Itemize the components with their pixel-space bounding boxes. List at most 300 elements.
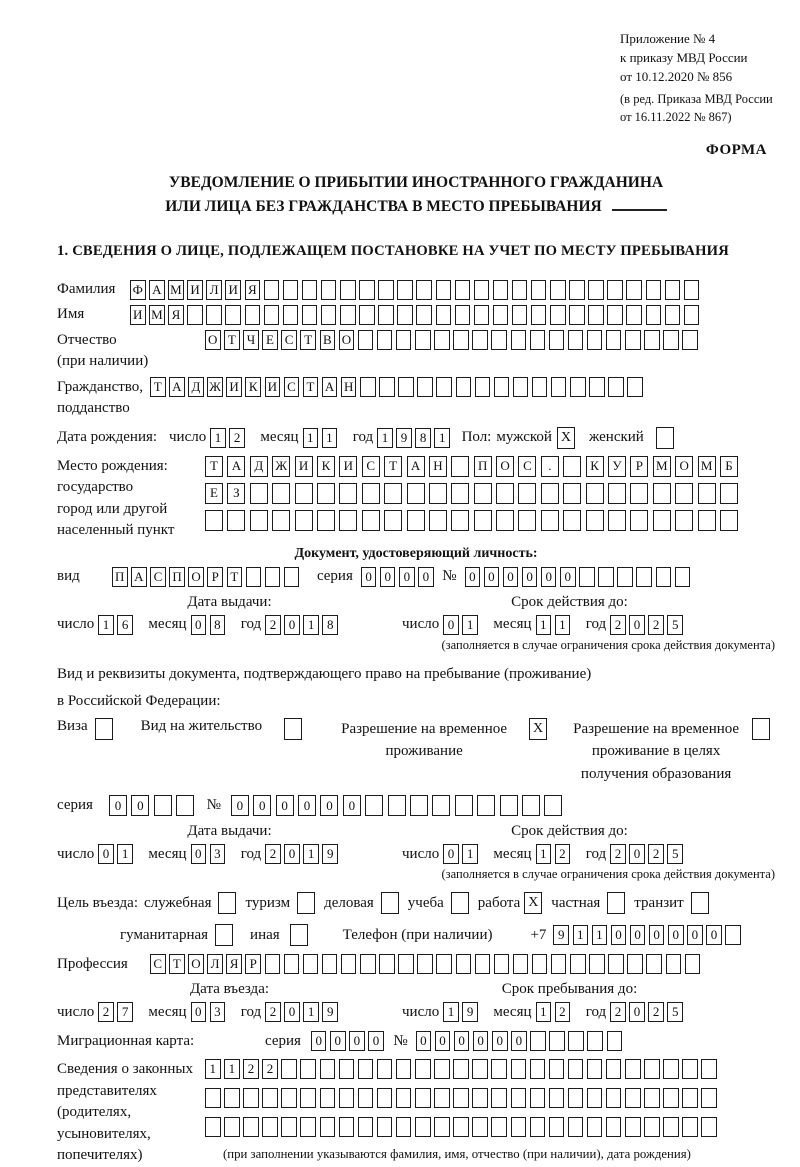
char-cell[interactable]: Е	[262, 330, 278, 350]
char-cell[interactable]: Н	[341, 377, 357, 397]
char-cell[interactable]	[377, 1117, 393, 1137]
char-cell[interactable]	[455, 305, 471, 325]
char-cell[interactable]	[493, 305, 509, 325]
char-cell[interactable]	[587, 1059, 603, 1079]
char-cell[interactable]	[682, 1088, 698, 1108]
checkbox-transit[interactable]	[691, 892, 709, 914]
char-cell[interactable]	[627, 954, 643, 974]
char-cell[interactable]	[340, 280, 356, 300]
char-cell[interactable]: 1	[434, 428, 450, 448]
char-cell[interactable]	[360, 377, 376, 397]
char-cell[interactable]	[549, 1117, 565, 1137]
char-cell[interactable]: Т	[227, 567, 243, 587]
char-cell[interactable]	[532, 377, 548, 397]
char-cell[interactable]: 0	[284, 615, 300, 635]
char-cell[interactable]: 0	[253, 795, 271, 816]
char-cell[interactable]: 1	[555, 615, 571, 635]
char-cell[interactable]: 1	[462, 615, 478, 635]
char-cell[interactable]: С	[362, 456, 380, 477]
char-cell[interactable]: В	[320, 330, 336, 350]
char-cell[interactable]	[378, 280, 394, 300]
char-cell[interactable]: М	[653, 456, 671, 477]
char-cell[interactable]	[701, 1059, 717, 1079]
char-cell[interactable]: 0	[284, 844, 300, 864]
char-cell[interactable]: 1	[303, 428, 319, 448]
char-cell[interactable]: 2	[610, 615, 626, 635]
char-cell[interactable]: Н	[429, 456, 447, 477]
checkbox-study[interactable]	[451, 892, 469, 914]
char-cell[interactable]	[272, 510, 290, 531]
char-cell[interactable]: 0	[109, 795, 127, 816]
char-cell[interactable]: Т	[303, 377, 319, 397]
char-cell[interactable]	[477, 795, 495, 816]
checkbox-temp-residence[interactable]: X	[529, 718, 547, 740]
char-cell[interactable]	[626, 280, 642, 300]
char-cell[interactable]	[262, 1088, 278, 1108]
char-cell[interactable]: 1	[303, 844, 319, 864]
char-cell[interactable]	[472, 330, 488, 350]
char-cell[interactable]: 1	[117, 844, 133, 864]
char-cell[interactable]: 7	[117, 1002, 133, 1022]
char-cell[interactable]: И	[187, 280, 203, 300]
char-cell[interactable]: Т	[300, 330, 316, 350]
char-cell[interactable]	[474, 483, 492, 504]
char-cell[interactable]	[491, 1117, 507, 1137]
char-cell[interactable]	[264, 280, 280, 300]
char-cell[interactable]	[625, 1088, 641, 1108]
char-cell[interactable]	[302, 305, 318, 325]
char-cell[interactable]	[518, 510, 536, 531]
char-cell[interactable]	[246, 567, 262, 587]
char-cell[interactable]: 9	[396, 428, 412, 448]
char-cell[interactable]: 0	[298, 795, 316, 816]
char-cell[interactable]: А	[322, 377, 338, 397]
char-cell[interactable]	[265, 567, 281, 587]
char-cell[interactable]	[701, 1117, 717, 1137]
char-cell[interactable]	[646, 954, 662, 974]
char-cell[interactable]	[284, 567, 300, 587]
char-cell[interactable]: Ф	[130, 280, 146, 300]
char-cell[interactable]: 0	[330, 1031, 346, 1051]
char-cell[interactable]	[653, 483, 671, 504]
char-cell[interactable]	[339, 510, 357, 531]
char-cell[interactable]	[384, 510, 402, 531]
char-cell[interactable]	[644, 1059, 660, 1079]
char-cell[interactable]	[569, 305, 585, 325]
char-cell[interactable]	[607, 305, 623, 325]
char-cell[interactable]	[243, 1088, 259, 1108]
char-cell[interactable]: Р	[630, 456, 648, 477]
char-cell[interactable]: К	[586, 456, 604, 477]
char-cell[interactable]	[720, 483, 738, 504]
char-cell[interactable]: 9	[553, 925, 569, 945]
char-cell[interactable]	[608, 510, 626, 531]
char-cell[interactable]	[317, 483, 335, 504]
char-cell[interactable]: 0	[284, 1002, 300, 1022]
char-cell[interactable]	[205, 510, 223, 531]
char-cell[interactable]: 5	[667, 1002, 683, 1022]
char-cell[interactable]	[493, 280, 509, 300]
char-cell[interactable]: 2	[98, 1002, 114, 1022]
char-cell[interactable]: 8	[210, 615, 226, 635]
char-cell[interactable]	[303, 954, 319, 974]
char-cell[interactable]	[684, 280, 700, 300]
char-cell[interactable]	[550, 280, 566, 300]
char-cell[interactable]	[358, 1059, 374, 1079]
char-cell[interactable]	[262, 1117, 278, 1137]
char-cell[interactable]: 2	[243, 1059, 259, 1079]
char-cell[interactable]: 3	[210, 844, 226, 864]
char-cell[interactable]: 0	[399, 567, 415, 587]
char-cell[interactable]: Д	[250, 456, 268, 477]
char-cell[interactable]: 9	[462, 1002, 478, 1022]
char-cell[interactable]	[358, 1088, 374, 1108]
char-cell[interactable]: 2	[648, 615, 664, 635]
checkbox-business[interactable]	[381, 892, 399, 914]
char-cell[interactable]	[250, 510, 268, 531]
char-cell[interactable]	[549, 1031, 565, 1051]
char-cell[interactable]	[384, 483, 402, 504]
char-cell[interactable]	[339, 1059, 355, 1079]
char-cell[interactable]	[322, 954, 338, 974]
char-cell[interactable]	[362, 483, 380, 504]
char-cell[interactable]	[551, 377, 567, 397]
char-cell[interactable]	[416, 280, 432, 300]
char-cell[interactable]	[568, 1088, 584, 1108]
char-cell[interactable]: А	[407, 456, 425, 477]
char-cell[interactable]: 0	[368, 1031, 384, 1051]
char-cell[interactable]	[544, 795, 562, 816]
char-cell[interactable]: 1	[322, 428, 338, 448]
char-cell[interactable]: Ч	[243, 330, 259, 350]
char-cell[interactable]: 8	[322, 615, 338, 635]
char-cell[interactable]	[339, 483, 357, 504]
char-cell[interactable]: С	[150, 567, 166, 587]
char-cell[interactable]	[531, 305, 547, 325]
char-cell[interactable]	[698, 510, 716, 531]
char-cell[interactable]: Д	[188, 377, 204, 397]
char-cell[interactable]	[379, 954, 395, 974]
char-cell[interactable]: Р	[207, 567, 223, 587]
char-cell[interactable]	[587, 1031, 603, 1051]
char-cell[interactable]: П	[169, 567, 185, 587]
char-cell[interactable]: О	[188, 567, 204, 587]
char-cell[interactable]	[589, 954, 605, 974]
char-cell[interactable]	[530, 1059, 546, 1079]
char-cell[interactable]	[568, 1117, 584, 1137]
char-cell[interactable]: 1	[573, 925, 589, 945]
char-cell[interactable]	[295, 510, 313, 531]
char-cell[interactable]	[587, 1117, 603, 1137]
char-cell[interactable]	[511, 1059, 527, 1079]
char-cell[interactable]	[206, 305, 222, 325]
char-cell[interactable]	[451, 510, 469, 531]
char-cell[interactable]: .	[541, 456, 559, 477]
char-cell[interactable]: Я	[168, 305, 184, 325]
char-cell[interactable]	[627, 377, 643, 397]
char-cell[interactable]: К	[245, 377, 261, 397]
char-cell[interactable]: 0	[484, 567, 500, 587]
char-cell[interactable]	[154, 795, 172, 816]
char-cell[interactable]	[511, 1088, 527, 1108]
char-cell[interactable]: 0	[629, 1002, 645, 1022]
char-cell[interactable]	[586, 510, 604, 531]
char-cell[interactable]	[281, 1059, 297, 1079]
char-cell[interactable]	[644, 1117, 660, 1137]
char-cell[interactable]	[396, 330, 412, 350]
char-cell[interactable]	[429, 510, 447, 531]
char-cell[interactable]	[720, 510, 738, 531]
char-cell[interactable]	[472, 1088, 488, 1108]
char-cell[interactable]: 0	[541, 567, 557, 587]
char-cell[interactable]	[491, 1059, 507, 1079]
char-cell[interactable]	[588, 305, 604, 325]
char-cell[interactable]	[665, 305, 681, 325]
char-cell[interactable]	[245, 305, 261, 325]
char-cell[interactable]	[636, 567, 652, 587]
char-cell[interactable]	[513, 954, 529, 974]
char-cell[interactable]: Р	[245, 954, 261, 974]
char-cell[interactable]	[417, 954, 433, 974]
char-cell[interactable]: 1	[210, 428, 226, 448]
char-cell[interactable]	[358, 330, 374, 350]
char-cell[interactable]	[549, 330, 565, 350]
char-cell[interactable]	[455, 280, 471, 300]
char-cell[interactable]	[646, 305, 662, 325]
char-cell[interactable]: Л	[206, 280, 222, 300]
char-cell[interactable]	[396, 1117, 412, 1137]
char-cell[interactable]: 1	[98, 615, 114, 635]
char-cell[interactable]: 0	[191, 844, 207, 864]
char-cell[interactable]	[453, 1088, 469, 1108]
char-cell[interactable]: 0	[191, 615, 207, 635]
char-cell[interactable]: Ж	[272, 456, 290, 477]
char-cell[interactable]: И	[130, 305, 146, 325]
char-cell[interactable]: 1	[536, 1002, 552, 1022]
char-cell[interactable]	[378, 305, 394, 325]
char-cell[interactable]	[586, 483, 604, 504]
char-cell[interactable]: 2	[610, 844, 626, 864]
char-cell[interactable]	[225, 305, 241, 325]
char-cell[interactable]	[317, 510, 335, 531]
char-cell[interactable]: 0	[231, 795, 249, 816]
char-cell[interactable]: 1	[462, 844, 478, 864]
char-cell[interactable]	[682, 330, 698, 350]
char-cell[interactable]	[388, 795, 406, 816]
char-cell[interactable]	[377, 1088, 393, 1108]
char-cell[interactable]	[339, 1088, 355, 1108]
char-cell[interactable]: 0	[435, 1031, 451, 1051]
char-cell[interactable]	[663, 330, 679, 350]
char-cell[interactable]	[272, 483, 290, 504]
char-cell[interactable]	[684, 305, 700, 325]
checkbox-temp-residence-education[interactable]	[752, 718, 770, 740]
char-cell[interactable]: 2	[265, 1002, 281, 1022]
char-cell[interactable]: 0	[443, 844, 459, 864]
checkbox-official[interactable]	[218, 892, 236, 914]
char-cell[interactable]	[474, 510, 492, 531]
char-cell[interactable]	[550, 305, 566, 325]
char-cell[interactable]: 0	[687, 925, 703, 945]
char-cell[interactable]	[530, 1031, 546, 1051]
checkbox-other[interactable]	[290, 924, 308, 946]
char-cell[interactable]	[362, 510, 380, 531]
char-cell[interactable]	[511, 1117, 527, 1137]
checkbox-tourism[interactable]	[297, 892, 315, 914]
char-cell[interactable]: 2	[265, 615, 281, 635]
char-cell[interactable]	[377, 330, 393, 350]
char-cell[interactable]	[568, 330, 584, 350]
char-cell[interactable]	[434, 1059, 450, 1079]
char-cell[interactable]	[569, 280, 585, 300]
char-cell[interactable]: 0	[560, 567, 576, 587]
char-cell[interactable]	[606, 1117, 622, 1137]
checkbox-private[interactable]	[607, 892, 625, 914]
char-cell[interactable]	[675, 510, 693, 531]
char-cell[interactable]	[407, 483, 425, 504]
char-cell[interactable]	[320, 1088, 336, 1108]
char-cell[interactable]: Я	[226, 954, 242, 974]
char-cell[interactable]	[436, 305, 452, 325]
char-cell[interactable]	[530, 330, 546, 350]
char-cell[interactable]	[608, 483, 626, 504]
char-cell[interactable]	[588, 280, 604, 300]
char-cell[interactable]: 0	[629, 615, 645, 635]
char-cell[interactable]	[379, 377, 395, 397]
char-cell[interactable]: 9	[322, 844, 338, 864]
char-cell[interactable]: И	[225, 280, 241, 300]
char-cell[interactable]	[608, 377, 624, 397]
char-cell[interactable]	[434, 330, 450, 350]
char-cell[interactable]	[607, 280, 623, 300]
char-cell[interactable]: 0	[503, 567, 519, 587]
char-cell[interactable]	[283, 305, 299, 325]
char-cell[interactable]: С	[284, 377, 300, 397]
char-cell[interactable]: П	[112, 567, 128, 587]
char-cell[interactable]: 0	[98, 844, 114, 864]
char-cell[interactable]	[701, 1088, 717, 1108]
char-cell[interactable]: 0	[630, 925, 646, 945]
char-cell[interactable]	[682, 1059, 698, 1079]
char-cell[interactable]	[656, 567, 672, 587]
char-cell[interactable]: Ж	[207, 377, 223, 397]
char-cell[interactable]	[453, 1059, 469, 1079]
char-cell[interactable]	[281, 1117, 297, 1137]
char-cell[interactable]: 2	[555, 844, 571, 864]
char-cell[interactable]	[496, 483, 514, 504]
char-cell[interactable]	[396, 1059, 412, 1079]
char-cell[interactable]: 1	[536, 615, 552, 635]
char-cell[interactable]: О	[188, 954, 204, 974]
char-cell[interactable]: Б	[720, 456, 738, 477]
char-cell[interactable]: 0	[349, 1031, 365, 1051]
char-cell[interactable]: 0	[276, 795, 294, 816]
char-cell[interactable]: 1	[224, 1059, 240, 1079]
char-cell[interactable]	[453, 1117, 469, 1137]
char-cell[interactable]: И	[265, 377, 281, 397]
char-cell[interactable]: 0	[343, 795, 361, 816]
char-cell[interactable]: Т	[150, 377, 166, 397]
char-cell[interactable]	[663, 1059, 679, 1079]
char-cell[interactable]	[451, 483, 469, 504]
char-cell[interactable]	[500, 795, 518, 816]
char-cell[interactable]	[250, 483, 268, 504]
char-cell[interactable]	[579, 567, 595, 587]
char-cell[interactable]	[224, 1088, 240, 1108]
char-cell[interactable]: К	[317, 456, 335, 477]
char-cell[interactable]	[549, 1059, 565, 1079]
char-cell[interactable]	[512, 305, 528, 325]
char-cell[interactable]	[568, 1059, 584, 1079]
char-cell[interactable]: 0	[668, 925, 684, 945]
char-cell[interactable]	[243, 1117, 259, 1137]
char-cell[interactable]	[606, 1059, 622, 1079]
char-cell[interactable]: Я	[245, 280, 261, 300]
char-cell[interactable]	[491, 330, 507, 350]
char-cell[interactable]: О	[205, 330, 221, 350]
char-cell[interactable]	[606, 330, 622, 350]
char-cell[interactable]: Е	[205, 483, 223, 504]
char-cell[interactable]	[341, 954, 357, 974]
char-cell[interactable]: 3	[210, 1002, 226, 1022]
char-cell[interactable]	[494, 377, 510, 397]
char-cell[interactable]	[587, 330, 603, 350]
char-cell[interactable]: С	[281, 330, 297, 350]
char-cell[interactable]	[472, 1059, 488, 1079]
char-cell[interactable]	[417, 377, 433, 397]
char-cell[interactable]	[436, 377, 452, 397]
char-cell[interactable]	[606, 1088, 622, 1108]
char-cell[interactable]	[598, 567, 614, 587]
char-cell[interactable]: 0	[465, 567, 481, 587]
char-cell[interactable]	[625, 1117, 641, 1137]
char-cell[interactable]: И	[295, 456, 313, 477]
char-cell[interactable]	[625, 330, 641, 350]
char-cell[interactable]	[283, 280, 299, 300]
char-cell[interactable]	[397, 280, 413, 300]
char-cell[interactable]	[398, 377, 414, 397]
char-cell[interactable]	[300, 1059, 316, 1079]
char-cell[interactable]	[472, 1117, 488, 1137]
char-cell[interactable]: М	[149, 305, 165, 325]
char-cell[interactable]	[475, 954, 491, 974]
char-cell[interactable]: И	[339, 456, 357, 477]
char-cell[interactable]: 0	[311, 1031, 327, 1051]
char-cell[interactable]	[415, 1117, 431, 1137]
char-cell[interactable]: О	[339, 330, 355, 350]
char-cell[interactable]	[415, 1059, 431, 1079]
char-cell[interactable]: Т	[205, 456, 223, 477]
char-cell[interactable]	[227, 510, 245, 531]
char-cell[interactable]	[608, 954, 624, 974]
char-cell[interactable]: 1	[377, 428, 393, 448]
char-cell[interactable]: З	[227, 483, 245, 504]
char-cell[interactable]: 2	[265, 844, 281, 864]
checkbox-female[interactable]	[656, 427, 674, 449]
char-cell[interactable]: 2	[262, 1059, 278, 1079]
char-cell[interactable]: О	[675, 456, 693, 477]
char-cell[interactable]	[522, 795, 540, 816]
char-cell[interactable]: 0	[629, 844, 645, 864]
char-cell[interactable]	[410, 795, 428, 816]
char-cell[interactable]: 1	[205, 1059, 221, 1079]
checkbox-male[interactable]: X	[557, 427, 575, 449]
char-cell[interactable]	[644, 330, 660, 350]
char-cell[interactable]	[295, 483, 313, 504]
char-cell[interactable]	[281, 1088, 297, 1108]
char-cell[interactable]	[300, 1088, 316, 1108]
char-cell[interactable]	[698, 483, 716, 504]
